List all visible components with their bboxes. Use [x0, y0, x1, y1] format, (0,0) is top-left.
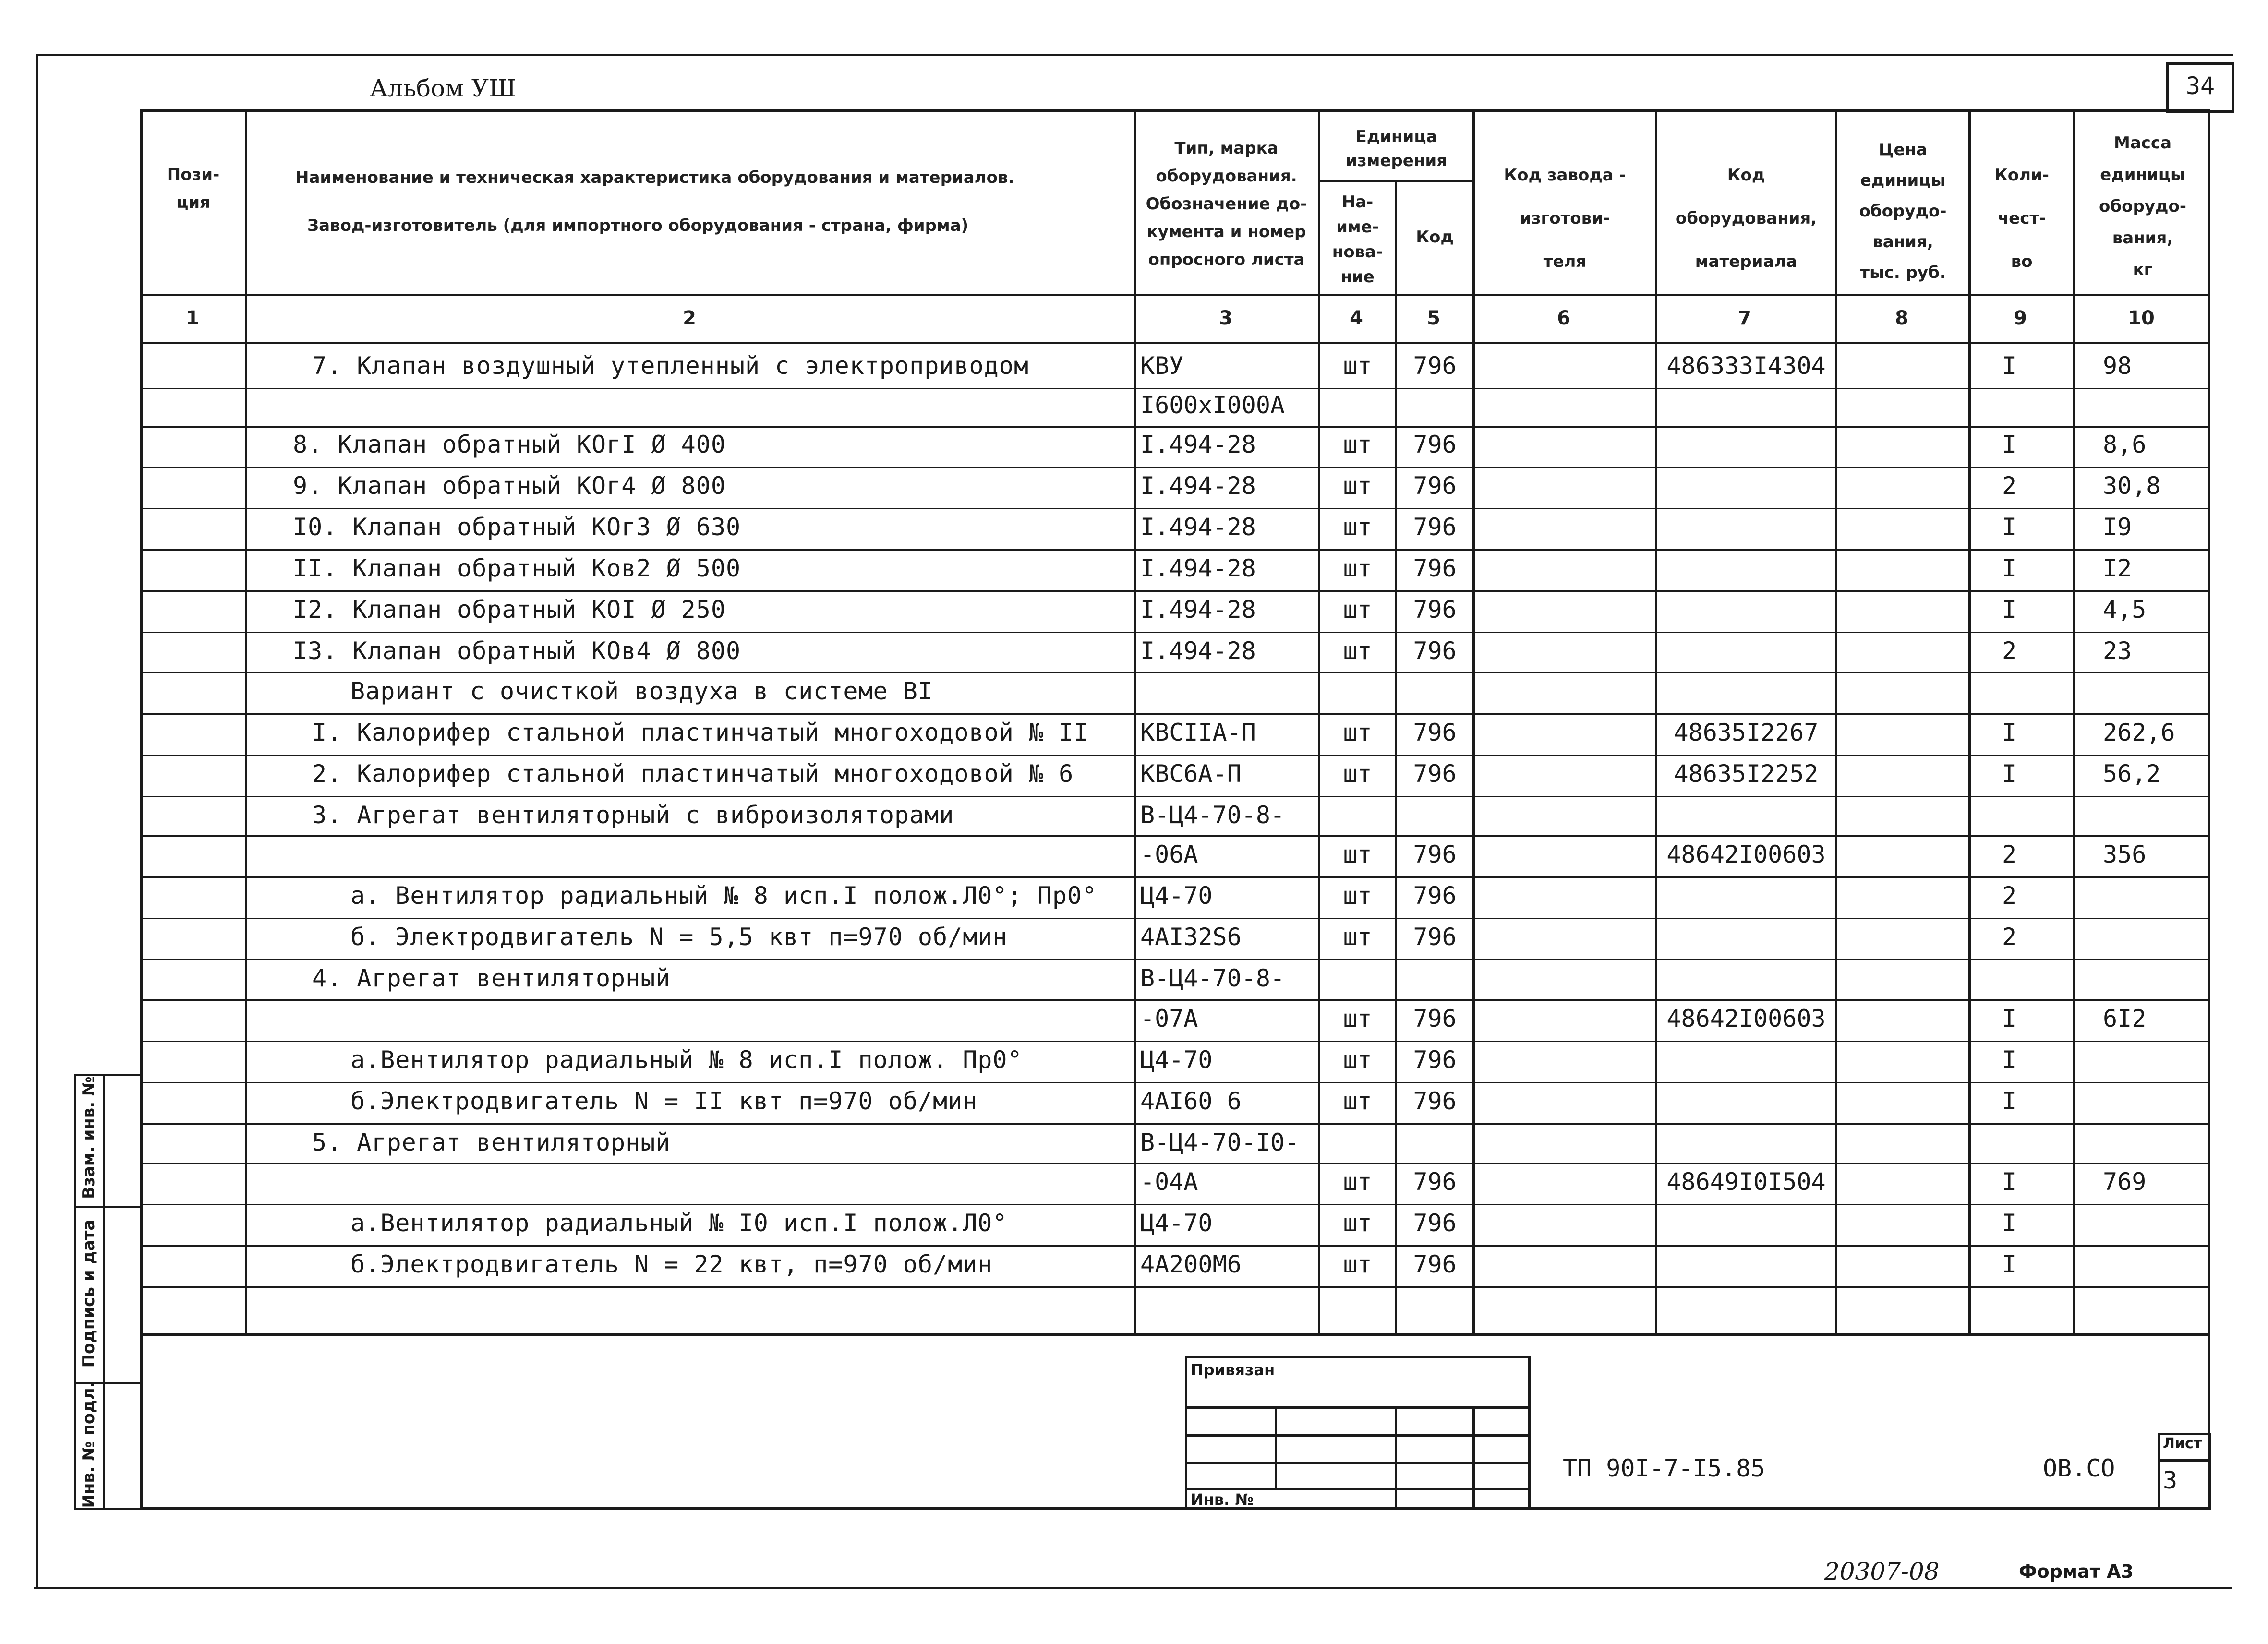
stamp-line-3	[1185, 1462, 1531, 1464]
row-name: б. Электродвигатель N = 5,5 квт п=970 об/мин	[350, 923, 1008, 951]
header-type: Тип, марка оборудования. Обозначение до- кумента и номер опросного листа	[1146, 139, 1307, 269]
row-unit-code: 796	[1413, 719, 1457, 746]
footer-format: Формат А3	[2019, 1561, 2134, 1582]
row-divider	[140, 632, 2210, 633]
side-vzam: Взам. инв. №	[79, 1076, 98, 1199]
header-quantity: Коли- чест- во	[1994, 166, 2049, 271]
stamp-line-2	[1185, 1434, 1531, 1437]
row-quantity: 2	[2002, 472, 2017, 500]
row-unit: шт	[1343, 1087, 1372, 1115]
row-unit: шт	[1343, 472, 1372, 500]
row-divider	[140, 388, 2210, 389]
stamp-vline-3	[1472, 1406, 1475, 1510]
row-unit-code: 796	[1413, 840, 1457, 868]
table-body-bottom	[140, 1333, 2210, 1336]
page-number: 34	[2185, 72, 2215, 100]
row-mass: 30,8	[2103, 472, 2161, 500]
row-mass: 56,2	[2103, 760, 2161, 788]
row-unit-code: 796	[1413, 472, 1457, 500]
row-name: б.Электродвигатель N = II квт п=970 об/мин	[350, 1087, 978, 1115]
column-number: 1	[186, 307, 199, 329]
row-unit: шт	[1343, 760, 1372, 788]
inv-no-label: Инв. №	[1191, 1490, 1254, 1509]
row-type: I.494-28	[1140, 596, 1256, 624]
col-line-9	[2073, 109, 2075, 1336]
row-divider	[140, 835, 2210, 837]
row-unit: шт	[1343, 840, 1372, 868]
row-quantity: I	[2002, 1046, 2017, 1074]
row-divider	[140, 999, 2210, 1001]
row-quantity: I	[2002, 1005, 2017, 1032]
row-divider	[140, 508, 2210, 509]
row-name: I. Калорифер стальной пластинчатый многоходовой № II	[312, 719, 1089, 746]
colnum-bottom-line	[140, 342, 2210, 344]
row-quantity: I	[2002, 554, 2017, 582]
row-divider	[140, 1082, 2210, 1083]
row-quantity: I	[2002, 352, 2017, 380]
row-type: Ц4-70	[1140, 1046, 1213, 1074]
row-name: 3. Агрегат вентиляторный с виброизоляторами	[312, 801, 954, 829]
row-type: I.494-28	[1140, 554, 1256, 582]
row-mass: 6I2	[2103, 1005, 2147, 1032]
row-type: 4АI60 6	[1140, 1087, 1242, 1115]
row-equipment-code: 48642I00603	[1666, 1005, 1826, 1032]
col-line-2	[1134, 109, 1136, 1336]
stamp-vline-1	[1275, 1406, 1277, 1488]
row-name: а. Вентилятор радиальный № 8 исп.I полож.Л0°; Пр0°	[350, 882, 1098, 910]
document-code: ТП 90I-7-I5.85	[1563, 1454, 1765, 1482]
row-type: В-Ц4-70-I0-	[1140, 1128, 1300, 1156]
row-unit-code: 796	[1413, 1087, 1457, 1115]
row-unit-code: 796	[1413, 1250, 1457, 1278]
row-name: I3. Клапан обратный КОв4 Ø 800	[293, 637, 741, 665]
header-unit: Единица измерения	[1346, 127, 1447, 170]
row-type: 4А200М6	[1140, 1250, 1242, 1278]
row-mass: I2	[2103, 554, 2132, 582]
row-mass: 4,5	[2103, 596, 2147, 624]
row-unit: шт	[1343, 637, 1372, 665]
row-unit-code: 796	[1413, 1005, 1457, 1032]
row-type: -04А	[1140, 1168, 1198, 1196]
row-equipment-code: 48635I2252	[1674, 760, 1819, 788]
side-podpis: Подпись и дата	[79, 1219, 98, 1368]
row-type: 4АI32S6	[1140, 923, 1242, 951]
row-unit-code: 796	[1413, 554, 1457, 582]
header-unit-code: Код	[1416, 228, 1454, 247]
row-type: -07А	[1140, 1005, 1198, 1032]
column-number: 6	[1557, 307, 1570, 329]
row-unit: шт	[1343, 1168, 1372, 1196]
privyazan-stamp	[1185, 1356, 1531, 1510]
row-quantity: I	[2002, 431, 2017, 458]
row-equipment-code: 486333I4304	[1666, 352, 1826, 380]
row-unit-code: 796	[1413, 1046, 1457, 1074]
row-name: 7. Клапан воздушный утепленный с электроприводом	[312, 352, 1029, 380]
row-unit: шт	[1343, 1046, 1372, 1074]
column-number: 5	[1427, 307, 1440, 329]
header-position: Пози- ция	[167, 165, 220, 212]
row-type: I.494-28	[1140, 637, 1256, 665]
row-mass: 769	[2103, 1168, 2147, 1196]
row-name: I0. Клапан обратный КОг3 Ø 630	[293, 513, 741, 541]
row-type: -06А	[1140, 840, 1198, 868]
row-mass: 98	[2103, 352, 2132, 380]
footer-number: 20307-08	[1824, 1558, 1940, 1585]
row-quantity: I	[2002, 1209, 2017, 1237]
row-unit: шт	[1343, 554, 1372, 582]
header-unit-name: На- име- нова- ние	[1332, 192, 1383, 287]
row-type: I.494-28	[1140, 472, 1256, 500]
row-divider	[140, 918, 2210, 919]
row-divider	[140, 1245, 2210, 1247]
row-mass: 262,6	[2103, 719, 2175, 746]
row-type: КВУ	[1140, 352, 1184, 380]
header-factory-code: Код завода - изготови- теля	[1504, 166, 1626, 271]
row-divider	[140, 796, 2210, 797]
row-name: Вариант с очисткой воздуха в системе ВI	[350, 677, 933, 705]
header-mass: Масса единицы оборудо- вания, кг	[2099, 133, 2186, 279]
column-number: 9	[2014, 307, 2027, 329]
column-number: 8	[1895, 307, 1908, 329]
row-divider	[140, 426, 2210, 428]
row-name: 2. Калорифер стальной пластинчатый многоходовой № 6	[312, 760, 1074, 788]
row-equipment-code: 48649I0I504	[1666, 1168, 1826, 1196]
row-name: б.Электродвигатель N = 22 квт, п=970 об/мин	[350, 1250, 993, 1278]
row-unit-code: 796	[1413, 882, 1457, 910]
column-number: 4	[1350, 307, 1363, 329]
row-divider	[140, 755, 2210, 756]
row-quantity: 2	[2002, 923, 2017, 951]
row-divider	[140, 590, 2210, 592]
column-number: 3	[1219, 307, 1232, 329]
row-type: КВСIIА-П	[1140, 719, 1256, 746]
sheet-number: 3	[2163, 1466, 2178, 1494]
row-divider	[140, 1041, 2210, 1042]
row-unit-code: 796	[1413, 760, 1457, 788]
side-inv-podl: Инв. № подл.	[79, 1381, 98, 1508]
row-quantity: I	[2002, 719, 2017, 746]
col-line-5	[1472, 109, 1475, 1336]
row-quantity: I	[2002, 1087, 2017, 1115]
row-unit-code: 796	[1413, 923, 1457, 951]
row-quantity: I	[2002, 513, 2017, 541]
row-quantity: I	[2002, 760, 2017, 788]
row-quantity: I	[2002, 596, 2017, 624]
row-type: В-Ц4-70-8-	[1140, 801, 1285, 829]
column-number: 2	[683, 307, 696, 329]
row-unit-code: 796	[1413, 431, 1457, 458]
header-price: Цена единицы оборудо- вания, тыс. руб.	[1859, 140, 1947, 282]
row-name: а.Вентилятор радиальный № I0 исп.I полож.Л0°	[350, 1209, 1008, 1237]
row-name: I2. Клапан обратный КОI Ø 250	[293, 596, 726, 624]
row-unit: шт	[1343, 352, 1372, 380]
row-name: 4. Агрегат вентиляторный	[312, 964, 671, 992]
row-type: КВС6А-П	[1140, 760, 1242, 788]
row-equipment-code: 48635I2267	[1674, 719, 1819, 746]
row-unit-code: 796	[1413, 513, 1457, 541]
row-name: а.Вентилятор радиальный № 8 исп.I полож. Пр0°	[350, 1046, 1023, 1074]
row-divider	[140, 876, 2210, 878]
album-title: Альбом УШ	[370, 74, 517, 102]
sheet-label: Лист	[2163, 1435, 2202, 1452]
row-quantity: 2	[2002, 840, 2017, 868]
row-divider	[140, 1204, 2210, 1205]
sheet-box-line	[2158, 1459, 2211, 1462]
row-mass: 356	[2103, 840, 2147, 868]
row-divider	[140, 713, 2210, 715]
row-equipment-code: 48642I00603	[1666, 840, 1826, 868]
stamp-line-1	[1185, 1406, 1531, 1409]
row-divider	[140, 959, 2210, 960]
col-line-7	[1835, 109, 1837, 1336]
row-name: 9. Клапан обратный КОг4 Ø 800	[293, 472, 726, 500]
row-divider	[140, 1286, 2210, 1288]
column-number: 10	[2128, 307, 2155, 329]
row-divider	[140, 672, 2210, 673]
row-unit-code: 796	[1413, 596, 1457, 624]
row-divider	[140, 1123, 2210, 1125]
row-quantity: I	[2002, 1250, 2017, 1278]
row-quantity: 2	[2002, 882, 2017, 910]
header-name: Наименование и техническая характеристика оборудования и материалов. Завод-изготовитель (для импортного оборудования - страна, фирма)	[295, 168, 1014, 235]
document-mark: ОВ.СО	[2043, 1454, 2115, 1482]
row-unit: шт	[1343, 1250, 1372, 1278]
row-unit: шт	[1343, 513, 1372, 541]
frame-bottom	[34, 1587, 2232, 1589]
row-name: 5. Агрегат вентиляторный	[312, 1128, 671, 1156]
row-quantity: I	[2002, 1168, 2017, 1196]
row-unit-code: 796	[1413, 1209, 1457, 1237]
row-name: 8. Клапан обратный КОгI Ø 400	[293, 431, 726, 458]
row-unit-code: 796	[1413, 637, 1457, 665]
row-type: I.494-28	[1140, 431, 1256, 458]
row-unit: шт	[1343, 431, 1372, 458]
row-unit: шт	[1343, 719, 1372, 746]
row-unit: шт	[1343, 1209, 1372, 1237]
row-type: Ц4-70	[1140, 882, 1213, 910]
row-divider	[140, 549, 2210, 551]
row-unit: шт	[1343, 1005, 1372, 1032]
header-equipment-code: Код оборудования, материала	[1675, 166, 1817, 271]
row-divider	[140, 1163, 2210, 1164]
row-unit: шт	[1343, 882, 1372, 910]
row-mass: I9	[2103, 513, 2132, 541]
row-type: В-Ц4-70-8-	[1140, 964, 1285, 992]
stamp-vline-2	[1395, 1406, 1397, 1510]
row-type: Ц4-70	[1140, 1209, 1213, 1237]
row-quantity: 2	[2002, 637, 2017, 665]
column-number: 7	[1738, 307, 1751, 329]
col-line-1	[245, 109, 247, 1336]
row-unit-code: 796	[1413, 352, 1457, 380]
row-unit-code: 796	[1413, 1168, 1457, 1196]
row-mass: 8,6	[2103, 431, 2147, 458]
row-unit: шт	[1343, 923, 1372, 951]
row-mass: 23	[2103, 637, 2132, 665]
side-strip-divider	[103, 1074, 105, 1510]
row-type: I600xI000A	[1140, 391, 1285, 419]
row-name: II. Клапан обратный Ков2 Ø 500	[293, 554, 741, 582]
row-divider	[140, 467, 2210, 468]
row-unit: шт	[1343, 596, 1372, 624]
privyazan-label: Привязан	[1191, 1361, 1275, 1379]
header-bottom-line	[140, 294, 2210, 296]
row-type: I.494-28	[1140, 513, 1256, 541]
